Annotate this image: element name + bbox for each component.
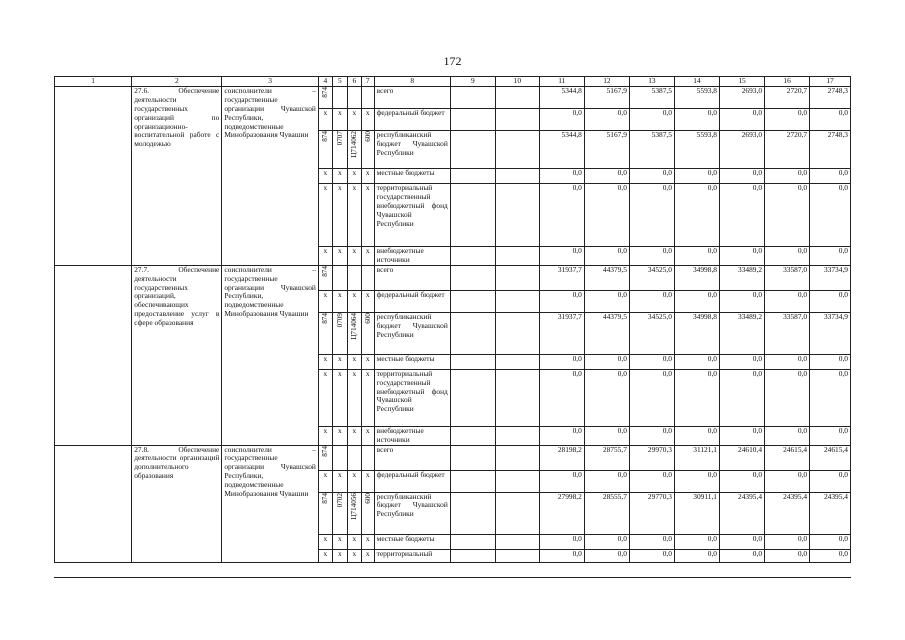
funding-source: всего: [374, 445, 450, 470]
amount-cell: 0,0: [720, 426, 765, 445]
empty-cell-9: [450, 445, 495, 470]
code-value: 874: [321, 445, 330, 457]
budget-code-c6: x: [347, 290, 361, 312]
empty-cell-10: [495, 534, 539, 549]
empty-cell-9: [450, 169, 495, 184]
amount-cell: 0,0: [720, 109, 765, 131]
amount-cell: 24395,4: [720, 492, 765, 534]
amount-cell: 0,0: [810, 109, 851, 131]
amount-cell: 0,0: [539, 109, 584, 131]
header-cell: 5: [332, 77, 347, 87]
budget-code-c5: x: [332, 426, 347, 445]
amount-cell: 34998,8: [674, 265, 719, 290]
amount-cell: 33734,9: [810, 265, 851, 290]
budget-code-c5: [332, 445, 347, 470]
budget-code-c5: x: [332, 290, 347, 312]
amount-cell: 0,0: [765, 247, 810, 266]
amount-cell: 0,0: [720, 184, 765, 247]
amount-cell: 0,0: [765, 290, 810, 312]
amount-cell: 0,0: [629, 426, 674, 445]
amount-cell: 2720,7: [765, 131, 810, 169]
amount-cell: 0,0: [539, 549, 584, 562]
budget-code-c4: [318, 131, 332, 169]
header-cell: 16: [765, 77, 810, 87]
budget-code-c7: [361, 312, 374, 354]
amount-cell: 0,0: [539, 426, 584, 445]
amount-cell: 0,0: [674, 169, 719, 184]
funding-source: внебюджетные источники: [374, 426, 450, 445]
funding-source: федеральный бюджет: [374, 109, 450, 131]
budget-code-c6: [347, 265, 361, 290]
empty-cell-10: [495, 290, 539, 312]
amount-cell: 0,0: [629, 109, 674, 131]
header-cell: 2: [132, 77, 222, 87]
amount-cell: 0,0: [810, 369, 851, 426]
empty-cell-10: [495, 549, 539, 562]
empty-cell-10: [495, 247, 539, 266]
empty-cell-10: [495, 169, 539, 184]
header-cell: 15: [720, 77, 765, 87]
amount-cell: 0,0: [720, 369, 765, 426]
amount-cell: 0,0: [629, 549, 674, 562]
empty-cell-9: [450, 354, 495, 369]
empty-cell-9: [450, 426, 495, 445]
budget-code-c4: [318, 87, 332, 109]
amount-cell: 24615,4: [765, 445, 810, 470]
code-value: 874: [321, 492, 330, 504]
amount-cell: 33587,0: [765, 312, 810, 354]
amount-cell: 0,0: [539, 169, 584, 184]
budget-code-c7: [361, 87, 374, 109]
empty-cell-9: [450, 549, 495, 562]
amount-cell: 0,0: [810, 247, 851, 266]
budget-code-c5: x: [332, 470, 347, 492]
measure-title: 27.6. Обеспечение деятельности государственных организаций по организационно-воспитательной работе с молодежью: [132, 87, 222, 266]
header-cell: 9: [450, 77, 495, 87]
code-value: 0707: [335, 131, 344, 146]
budget-code-c5: x: [332, 184, 347, 247]
budget-code-c5: x: [332, 109, 347, 131]
header-cell: 12: [584, 77, 629, 87]
amount-cell: 30911,1: [674, 492, 719, 534]
amount-cell: 0,0: [629, 184, 674, 247]
amount-cell: 0,0: [584, 426, 629, 445]
amount-cell: 0,0: [765, 354, 810, 369]
empty-cell-9: [450, 312, 495, 354]
code-value: Ц714062: [349, 131, 358, 158]
budget-code-c7: [361, 265, 374, 290]
amount-cell: 0,0: [674, 426, 719, 445]
budget-code-c6: [347, 87, 361, 109]
funding-source: местные бюджеты: [374, 354, 450, 369]
budget-code-c5: [332, 312, 347, 354]
amount-cell: 0,0: [720, 169, 765, 184]
budget-code-c4: x: [318, 247, 332, 266]
budget-code-c4: x: [318, 426, 332, 445]
amount-cell: 0,0: [629, 534, 674, 549]
budget-code-c4: x: [318, 549, 332, 562]
measure-executor: соисполнители – государственные организации Чувашской Республики, подведомственные Минобразования Чувашии: [222, 87, 319, 266]
amount-cell: 0,0: [765, 549, 810, 562]
budget-code-c5: x: [332, 534, 347, 549]
amount-cell: 31937,7: [539, 265, 584, 290]
header-cell: 1: [55, 77, 132, 87]
amount-cell: 34525,0: [629, 312, 674, 354]
budget-code-c7: x: [361, 534, 374, 549]
amount-cell: 0,0: [674, 109, 719, 131]
amount-cell: 0,0: [584, 169, 629, 184]
amount-cell: 0,0: [674, 354, 719, 369]
amount-cell: 28198,2: [539, 445, 584, 470]
amount-cell: 0,0: [720, 247, 765, 266]
amount-cell: 0,0: [539, 290, 584, 312]
empty-cell-9: [450, 492, 495, 534]
header-cell: 4: [318, 77, 332, 87]
empty-cell-10: [495, 87, 539, 109]
budget-code-c4: x: [318, 470, 332, 492]
amount-cell: 0,0: [720, 534, 765, 549]
amount-cell: 5344,8: [539, 131, 584, 169]
amount-cell: 5167,9: [584, 131, 629, 169]
code-value: 600: [363, 312, 372, 324]
amount-cell: 27998,2: [539, 492, 584, 534]
measure-executor: соисполнители – государственные организации Чувашской Республики, подведомственные Минобразования Чувашии: [222, 445, 319, 562]
amount-cell: 24395,4: [765, 492, 810, 534]
budget-code-c5: x: [332, 354, 347, 369]
funding-source: местные бюджеты: [374, 534, 450, 549]
budget-code-c5: [332, 492, 347, 534]
amount-cell: 0,0: [539, 354, 584, 369]
amount-cell: 2693,0: [720, 131, 765, 169]
empty-cell-9: [450, 470, 495, 492]
funding-source: всего: [374, 265, 450, 290]
amount-cell: 0,0: [765, 534, 810, 549]
budget-code-c6: x: [347, 184, 361, 247]
page-number: 172: [443, 54, 462, 68]
empty-cell-10: [495, 426, 539, 445]
budget-code-c6: x: [347, 369, 361, 426]
measure-executor: соисполнители – государственные организации Чувашской Республики, подведомственные Минобразования Чувашии: [222, 265, 319, 445]
amount-cell: 5387,5: [629, 87, 674, 109]
budget-code-c6: x: [347, 354, 361, 369]
amount-cell: 0,0: [584, 470, 629, 492]
amount-cell: 28755,7: [584, 445, 629, 470]
empty-cell-9: [450, 534, 495, 549]
amount-cell: 2720,7: [765, 87, 810, 109]
funding-source: территориальный: [374, 549, 450, 562]
budget-code-c6: [347, 312, 361, 354]
amount-cell: 0,0: [629, 470, 674, 492]
empty-cell: [55, 445, 132, 562]
amount-cell: 0,0: [810, 184, 851, 247]
code-value: Ц714064: [349, 312, 358, 340]
budget-code-c5: x: [332, 169, 347, 184]
amount-cell: 28555,7: [584, 492, 629, 534]
amount-cell: 44379,5: [584, 265, 629, 290]
amount-cell: 0,0: [765, 470, 810, 492]
amount-cell: 0,0: [765, 426, 810, 445]
budget-code-c4: [318, 445, 332, 470]
header-cell: 6: [347, 77, 361, 87]
amount-cell: 0,0: [539, 184, 584, 247]
funding-source: внебюджетные источники: [374, 247, 450, 266]
amount-cell: 0,0: [765, 109, 810, 131]
empty-cell-10: [495, 354, 539, 369]
empty-cell-9: [450, 87, 495, 109]
amount-cell: 2748,3: [810, 87, 851, 109]
budget-code-c7: x: [361, 169, 374, 184]
empty-cell-9: [450, 290, 495, 312]
budget-code-c7: x: [361, 247, 374, 266]
header-row: [55, 77, 851, 87]
budget-code-c6: x: [347, 169, 361, 184]
amount-cell: 33489,2: [720, 312, 765, 354]
budget-code-c4: x: [318, 534, 332, 549]
budget-code-c6: x: [347, 549, 361, 562]
amount-cell: 33489,2: [720, 265, 765, 290]
empty-cell: [55, 265, 132, 445]
empty-cell-10: [495, 184, 539, 247]
amount-cell: 0,0: [584, 369, 629, 426]
amount-cell: 34998,8: [674, 312, 719, 354]
amount-cell: 0,0: [720, 290, 765, 312]
amount-cell: 0,0: [584, 534, 629, 549]
code-value: 874: [321, 87, 330, 98]
funding-source: территориальный государственный внебюджетный фонд Чувашской Республики: [374, 184, 450, 247]
empty-cell: [55, 87, 132, 266]
amount-cell: 0,0: [810, 169, 851, 184]
header-cell: 14: [674, 77, 719, 87]
amount-cell: 0,0: [765, 169, 810, 184]
empty-cell-10: [495, 445, 539, 470]
amount-cell: 0,0: [629, 354, 674, 369]
amount-cell: 33734,9: [810, 312, 851, 354]
amount-cell: 24615,4: [810, 445, 851, 470]
budget-code-c7: x: [361, 109, 374, 131]
budget-code-c4: x: [318, 354, 332, 369]
empty-cell-9: [450, 265, 495, 290]
budget-code-c4: x: [318, 109, 332, 131]
budget-code-c5: x: [332, 247, 347, 266]
code-value: Ц714056: [349, 492, 358, 520]
budget-code-c7: [361, 492, 374, 534]
amount-cell: 31121,1: [674, 445, 719, 470]
budget-table: [54, 76, 851, 563]
table-row: [55, 87, 851, 109]
amount-cell: 0,0: [674, 470, 719, 492]
amount-cell: 2693,0: [720, 87, 765, 109]
code-value: 0702: [335, 492, 344, 507]
funding-source: местные бюджеты: [374, 169, 450, 184]
funding-source: федеральный бюджет: [374, 290, 450, 312]
budget-code-c7: x: [361, 426, 374, 445]
budget-code-c5: [332, 87, 347, 109]
funding-source: республиканский бюджет Чувашской Республики: [374, 312, 450, 354]
header-cell: 10: [495, 77, 539, 87]
funding-source: республиканский бюджет Чувашской Республики: [374, 492, 450, 534]
table-row: [55, 445, 851, 470]
budget-code-c4: x: [318, 184, 332, 247]
amount-cell: 0,0: [720, 470, 765, 492]
amount-cell: 5387,5: [629, 131, 674, 169]
budget-code-c6: x: [347, 470, 361, 492]
amount-cell: 0,0: [720, 549, 765, 562]
budget-code-c6: [347, 131, 361, 169]
code-value: 0709: [335, 312, 344, 328]
code-value: 600: [363, 131, 372, 142]
amount-cell: 44379,5: [584, 312, 629, 354]
code-value: 600: [363, 492, 372, 504]
budget-code-c7: x: [361, 290, 374, 312]
amount-cell: 0,0: [674, 184, 719, 247]
amount-cell: 0,0: [674, 534, 719, 549]
header-cell: 13: [629, 77, 674, 87]
code-value: 874: [321, 131, 330, 142]
amount-cell: 0,0: [584, 290, 629, 312]
funding-source: всего: [374, 87, 450, 109]
amount-cell: 0,0: [720, 354, 765, 369]
amount-cell: 0,0: [584, 354, 629, 369]
table-row: [55, 265, 851, 290]
header-cell: 3: [222, 77, 319, 87]
amount-cell: 5593,8: [674, 87, 719, 109]
empty-cell-9: [450, 247, 495, 266]
header-cell: 7: [361, 77, 374, 87]
amount-cell: 0,0: [674, 290, 719, 312]
amount-cell: 0,0: [629, 369, 674, 426]
amount-cell: 0,0: [810, 534, 851, 549]
empty-cell-10: [495, 312, 539, 354]
measure-title: 27.8. Обеспечение деятельности организаций дополнительного образования: [132, 445, 222, 562]
amount-cell: 0,0: [584, 549, 629, 562]
empty-cell-10: [495, 369, 539, 426]
table-bottom-border: [54, 577, 851, 578]
budget-code-c4: x: [318, 290, 332, 312]
amount-cell: 0,0: [539, 470, 584, 492]
funding-source: республиканский бюджет Чувашской Республики: [374, 131, 450, 169]
amount-cell: 0,0: [765, 369, 810, 426]
header-cell: 8: [374, 77, 450, 87]
empty-cell-9: [450, 369, 495, 426]
budget-code-c6: x: [347, 247, 361, 266]
budget-code-c6: [347, 445, 361, 470]
amount-cell: 0,0: [810, 354, 851, 369]
amount-cell: 34525,0: [629, 265, 674, 290]
code-value: 874: [321, 265, 330, 277]
amount-cell: 0,0: [584, 247, 629, 266]
amount-cell: 29770,3: [629, 492, 674, 534]
amount-cell: 0,0: [674, 369, 719, 426]
budget-code-c4: x: [318, 369, 332, 426]
amount-cell: 5167,9: [584, 87, 629, 109]
budget-code-c7: x: [361, 470, 374, 492]
amount-cell: 0,0: [629, 169, 674, 184]
budget-code-c7: x: [361, 549, 374, 562]
funding-source: территориальный государственный внебюджетный фонд Чувашской Республики: [374, 369, 450, 426]
empty-cell-9: [450, 109, 495, 131]
empty-cell-10: [495, 131, 539, 169]
amount-cell: 0,0: [674, 549, 719, 562]
budget-code-c7: x: [361, 369, 374, 426]
amount-cell: 0,0: [584, 184, 629, 247]
amount-cell: 0,0: [810, 470, 851, 492]
amount-cell: 0,0: [539, 369, 584, 426]
budget-code-c6: x: [347, 426, 361, 445]
budget-code-c5: [332, 265, 347, 290]
amount-cell: 5593,8: [674, 131, 719, 169]
amount-cell: 31937,7: [539, 312, 584, 354]
budget-code-c4: [318, 265, 332, 290]
amount-cell: 0,0: [810, 549, 851, 562]
budget-code-c5: [332, 131, 347, 169]
budget-code-c4: x: [318, 169, 332, 184]
code-value: 874: [321, 312, 330, 324]
budget-code-c6: [347, 492, 361, 534]
header-cell: 17: [810, 77, 851, 87]
amount-cell: 24395,4: [810, 492, 851, 534]
header-cell: 11: [539, 77, 584, 87]
budget-code-c5: x: [332, 549, 347, 562]
empty-cell-9: [450, 184, 495, 247]
amount-cell: 0,0: [629, 247, 674, 266]
measure-title: 27.7. Обеспечение деятельности государственных организаций, обеспечивающих предоставление услуг в сфере образования: [132, 265, 222, 445]
empty-cell-10: [495, 109, 539, 131]
amount-cell: 5344,8: [539, 87, 584, 109]
budget-code-c7: [361, 445, 374, 470]
amount-cell: 0,0: [539, 247, 584, 266]
amount-cell: 0,0: [539, 534, 584, 549]
amount-cell: 2748,3: [810, 131, 851, 169]
amount-cell: 0,0: [584, 109, 629, 131]
amount-cell: 29970,3: [629, 445, 674, 470]
budget-code-c7: [361, 131, 374, 169]
budget-code-c4: [318, 492, 332, 534]
funding-source: федеральный бюджет: [374, 470, 450, 492]
empty-cell-10: [495, 470, 539, 492]
budget-code-c5: x: [332, 369, 347, 426]
amount-cell: 0,0: [674, 247, 719, 266]
amount-cell: 0,0: [765, 184, 810, 247]
budget-code-c7: x: [361, 184, 374, 247]
budget-code-c4: [318, 312, 332, 354]
empty-cell-10: [495, 265, 539, 290]
amount-cell: 33587,0: [765, 265, 810, 290]
budget-code-c7: x: [361, 354, 374, 369]
empty-cell-10: [495, 492, 539, 534]
amount-cell: 24610,4: [720, 445, 765, 470]
empty-cell-9: [450, 131, 495, 169]
budget-code-c6: x: [347, 534, 361, 549]
amount-cell: 0,0: [810, 290, 851, 312]
amount-cell: 0,0: [629, 290, 674, 312]
amount-cell: 0,0: [810, 426, 851, 445]
budget-code-c6: x: [347, 109, 361, 131]
